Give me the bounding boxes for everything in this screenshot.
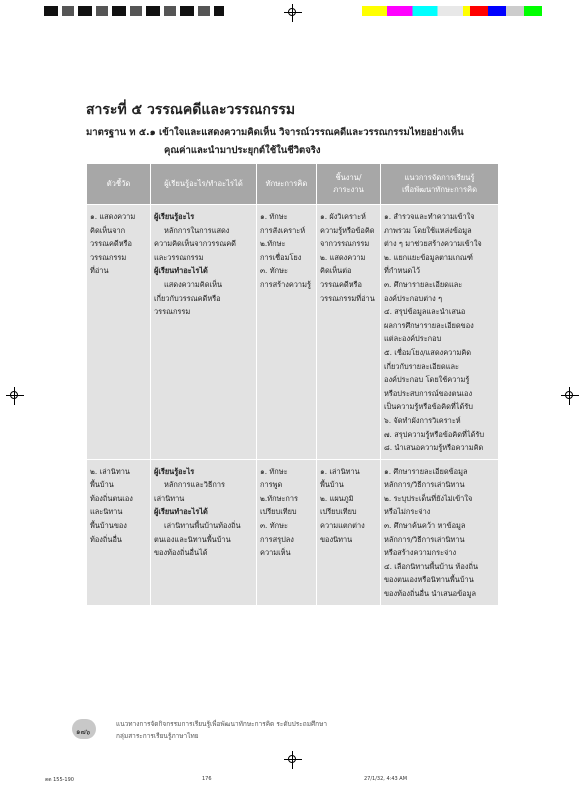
cell-line: ผู้เรียนทำอะไรได้ [154, 266, 208, 276]
approach-cell [381, 205, 499, 460]
cell-line: จากวรรณกรรม [320, 239, 370, 249]
standard-line-2: คุณค่าและนำมาประยุกต์ใช้ในชีวิตจริง [164, 145, 321, 156]
cell-line: ๒. เล่านิทาน [90, 466, 130, 476]
cell-line: การสรุปลง [260, 534, 294, 544]
cell-line: แต่ละองค์ประกอบ [384, 334, 442, 344]
page-title: สาระที่ ๕ วรรณคดีและวรรณกรรม [86, 102, 296, 118]
cell-line: ผู้เรียนทำอะไรได้ [154, 507, 208, 517]
cell-line: เปรียบเทียบ [320, 507, 357, 517]
cell-line: ของท้องถิ่นอื่นได้ [154, 548, 208, 558]
grayscale-bar [44, 6, 224, 16]
cell-line: ๓. ศึกษารายละเอียดและ [384, 279, 463, 289]
col-header-thinking-skill: ทักษะการคิด [257, 164, 317, 205]
cell-line: ๑. ผังวิเคราะห์ [320, 212, 366, 221]
cell-line: ๒. แสดงความ [320, 252, 366, 262]
cell-line: ๑. ศึกษารายละเอียดข้อมูล [384, 466, 468, 476]
cell-line: ๕. เชื่อมโยง/แสดงความคิด [384, 347, 472, 357]
workpiece-cell [317, 459, 381, 605]
cell-line: ๑. ทักษะ [260, 466, 288, 476]
cell-line: ของนิทาน [320, 534, 353, 544]
standard-line-1: มาตรฐาน ท ๕.๑ เข้าใจและแสดงความคิดเห็น วิจารณ์วรรณคดีและวรรณกรรมไทยอย่างเห็น [86, 127, 464, 138]
cell-line: หรือไม่กระจ่าง [384, 507, 431, 517]
cell-line: คิดเห็นต่อ [320, 266, 352, 276]
registration-mark-icon [286, 6, 300, 20]
registration-mark-icon [8, 389, 22, 403]
col-header-workpiece: ชิ้นงาน/ ภาระงาน [317, 164, 381, 205]
cell-line: ๒.ทักษะการ [260, 493, 299, 503]
approach-cell [381, 459, 499, 605]
cell-line: ๑. สำรวจและทำความเข้าใจ [384, 212, 475, 221]
cell-line: ตนเองและนิทานพื้นบ้าน [154, 534, 231, 544]
cell-line: ที่อ่าน [90, 266, 109, 276]
color-bar [362, 6, 542, 16]
cell-line: ความเห็น [260, 548, 291, 558]
registration-mark-icon [563, 389, 577, 403]
col-header-approach: แนวการจัดการเรียนรู้ เพื่อพัฒนาทักษะการคิด [381, 164, 499, 205]
cell-line: คิดเห็นจาก [90, 225, 126, 235]
cell-line: เกี่ยวกับวรรณคดีหรือ [154, 293, 221, 303]
cell-line: ท้องถิ่นตนเอง [90, 493, 133, 503]
printer-file-id: ตต 155-190 [45, 777, 74, 783]
cell-line: ผู้เรียนรู้อะไร [154, 466, 195, 476]
page-number: ๑๗๖ [76, 728, 91, 736]
thinking-skill-cell [257, 459, 317, 605]
cell-line: ๗. สรุปความรู้หรือข้อคิดที่ได้รับ [384, 429, 485, 439]
cell-line: วรรณคดีหรือ [320, 279, 362, 289]
cell-line: ๒. แยกแยะข้อมูลตามเกณฑ์ [384, 252, 473, 262]
cell-line: การสังเคราะห์ [260, 225, 306, 235]
printer-sheet-number: 176 [202, 776, 212, 782]
cell-line: หรือประสบการณ์ของตนเอง [384, 388, 473, 398]
cell-line: หลักการในการแสดง [164, 225, 230, 235]
cell-line: การสร้างความรู้ [260, 279, 311, 289]
cell-line: ของตนเองหรือนิทานพื้นบ้าน [384, 575, 474, 585]
cell-line: หลักการและวิธีการ [164, 480, 225, 490]
cell-line: ๘. นำเสนอความรู้หรือความคิด [384, 443, 484, 453]
cell-line: ๓. ทักษะ [260, 266, 288, 276]
cell-line: ๒. ระบุประเด็นที่ยังไม่เข้าใจ [384, 493, 473, 503]
cell-line: หลักการ/วิธีการเล่านิทาน [384, 480, 465, 490]
cell-line: เป็นความรู้หรือข้อคิดที่ได้รับ [384, 402, 473, 412]
table-row [87, 459, 499, 605]
cell-line: การพูด [260, 480, 283, 490]
cell-line: ของท้องถิ่นอื่น นำเสนอข้อมูล [384, 589, 477, 599]
table-header-row [87, 164, 499, 205]
cell-line: ความรู้หรือข้อคิด [320, 225, 375, 235]
cell-line: ๑. เล่านิทาน [320, 466, 360, 476]
thinking-skill-cell [257, 205, 317, 460]
cell-line: ความแตกต่าง [320, 521, 365, 531]
cell-line: ๒. แผนภูมิ [320, 493, 354, 503]
table-row [87, 205, 499, 460]
cell-line: ๑. ทักษะ [260, 212, 288, 221]
footer-book-title: แนวทางการจัดกิจกรรมการเรียนรู้เพื่อพัฒนาทักษะการคิด ระดับประถมศึกษา [116, 720, 327, 728]
cell-line: ต่าง ๆ มาช่วยสร้างความเข้าใจ [384, 239, 482, 249]
cell-line: ผู้เรียนรู้อะไร [154, 212, 195, 221]
cell-line: หลักการ/วิธีการเล่านิทาน [384, 534, 465, 544]
cell-line: ๓. ทักษะ [260, 521, 288, 531]
cell-line: และนิทาน [90, 507, 123, 517]
cell-line: ความคิดเห็นจากวรรณคดี [154, 239, 236, 249]
cell-line: ๖. จัดทำผังการวิเคราะห์ [384, 415, 461, 425]
cell-line: วรรณกรรม [154, 307, 191, 317]
indicator-cell [87, 459, 151, 605]
registration-mark-icon [286, 753, 300, 767]
cell-line: วรรณคดีหรือ [90, 239, 132, 249]
cell-line: พื้นบ้าน [320, 480, 344, 490]
footer-subject: กลุ่มสาระการเรียนรู้ภาษาไทย [116, 732, 199, 740]
cell-line: ที่กำหนดไว้ [384, 266, 421, 276]
cell-line: เล่านิทานพื้นบ้านท้องถิ่น [164, 521, 241, 531]
indicator-cell [87, 205, 151, 460]
cell-line: ๑. แสดงความ [90, 212, 136, 221]
cell-line: ผลการศึกษารายละเอียดของ [384, 320, 474, 330]
cell-line: พื้นบ้านของ [90, 521, 127, 531]
cell-line: พื้นบ้าน [90, 480, 114, 490]
cell-line: ๓. ศึกษาค้นคว้า หาข้อมูล [384, 521, 466, 531]
learning-table [86, 163, 499, 606]
cell-line: เล่านิทาน [154, 493, 185, 503]
cell-line: เปรียบเทียบ [260, 507, 297, 517]
cell-line: เกี่ยวกับรายละเอียดและ [384, 361, 459, 371]
workpiece-cell [317, 205, 381, 460]
cell-line: หรือสร้างความกระจ่าง [384, 548, 457, 558]
cell-line: องค์ประกอบ โดยใช้ความรู้ [384, 375, 470, 385]
col-header-indicator: ตัวชี้วัด [87, 164, 151, 205]
cell-line: วรรณกรรม [90, 252, 127, 262]
cell-line: องค์ประกอบต่าง ๆ [384, 293, 443, 303]
learn-do-cell [151, 459, 257, 605]
cell-line: ภาพรวม โดยใช้แหล่งข้อมูล [384, 225, 472, 235]
cell-line: ๔. สรุปข้อมูลและนำเสนอ [384, 307, 466, 317]
cell-line: และวรรณกรรม [154, 252, 204, 262]
cell-line: ๒.ทักษะ [260, 239, 286, 249]
standard-statement [86, 124, 516, 160]
printer-datetime: 27/1/32, 4:43 AM [364, 776, 408, 782]
learn-do-cell [151, 205, 257, 460]
cell-line: วรรณกรรมที่อ่าน [320, 293, 375, 303]
cell-line: ๔. เลือกนิทานพื้นบ้าน ท้องถิ่น [384, 561, 478, 571]
cell-line: การเชื่อมโยง [260, 252, 302, 262]
cell-line: แสดงความคิดเห็น [164, 279, 222, 289]
col-header-learn-do: ผู้เรียนรู้อะไร/ทำอะไรได้ [151, 164, 257, 205]
cell-line: ท้องถิ่นอื่น [90, 534, 122, 544]
